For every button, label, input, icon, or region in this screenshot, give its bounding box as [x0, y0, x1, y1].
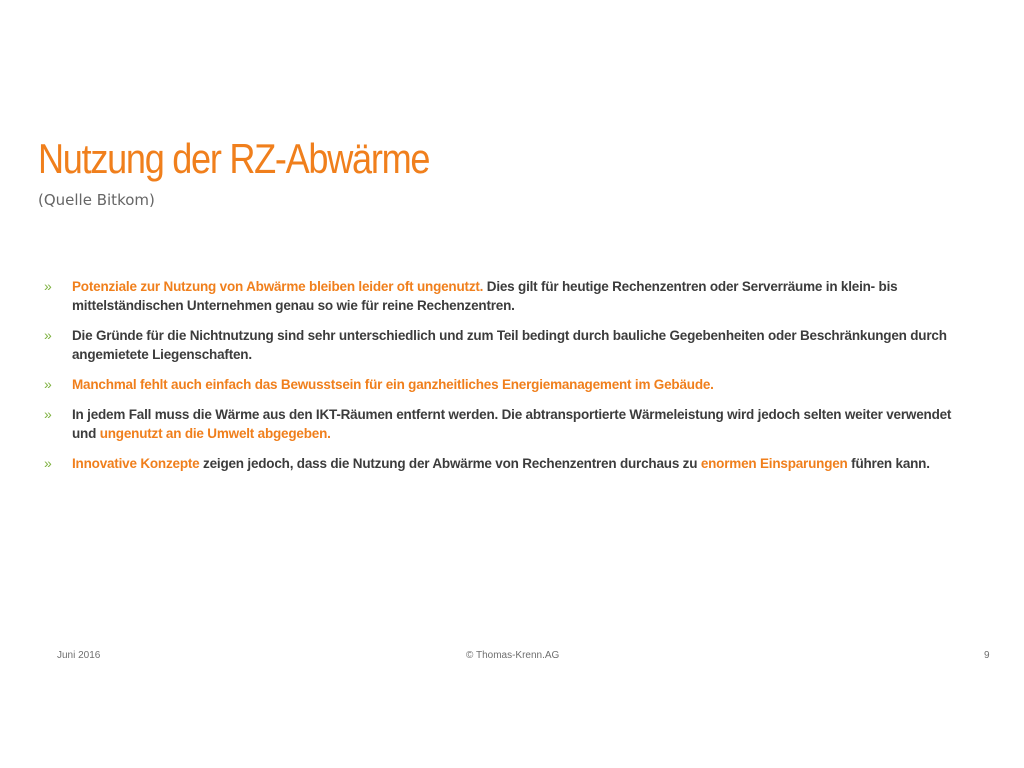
bullet-item	[44, 375, 964, 394]
bullet-highlight: Manchmal fehlt auch einfach das Bewusstsein für ein ganzheitliches Energiemanagement im Gebäude.	[72, 377, 714, 392]
bullet-segment: In jedem Fall muss die Wärme aus den IKT-Räumen entfernt werden. Die abtransportierte Wärmeleistung wird jedoch selten weiter verwendet und	[72, 407, 952, 441]
bullet-segment: Dies gilt für heutige Rechenzentren oder Serverräume in klein- bis mittelständischen Unternehmen genau so wie für reine Rechenzentren.	[72, 279, 898, 313]
bullet-item	[44, 405, 964, 443]
bullet-marker-icon: »	[44, 455, 52, 471]
bullet-text	[72, 456, 930, 471]
footer-page-number: 9	[984, 650, 990, 661]
footer-copyright: © Thomas-Krenn.AG	[466, 650, 560, 661]
bullet-segment: Die Gründe für die Nichtnutzung sind sehr unterschiedlich und zum Teil bedingt durch bauliche Gegebenheiten oder Beschränkungen durch angemietete Liegenschaften.	[72, 328, 947, 362]
slide-title: Nutzung der RZ-Abwärme	[38, 135, 430, 182]
footer-date: Juni 2016	[57, 650, 101, 661]
bullet-highlight: ungenutzt an die Umwelt abgegeben.	[99, 426, 331, 441]
bullet-highlight: Innovative Konzepte	[72, 456, 200, 471]
bullet-highlight: enormen Einsparungen	[700, 456, 848, 471]
slide-subtitle: (Quelle Bitkom)	[38, 191, 155, 209]
bullet-text	[72, 279, 897, 313]
bullet-text	[72, 377, 714, 392]
bullet-item	[44, 277, 964, 315]
bullet-list	[44, 277, 964, 484]
bullet-marker-icon: »	[44, 278, 52, 294]
bullet-text	[72, 407, 951, 441]
bullet-highlight: Potenziale zur Nutzung von Abwärme bleiben leider oft ungenutzt.	[72, 279, 484, 294]
bullet-segment: führen kann.	[847, 456, 930, 471]
bullet-marker-icon: »	[44, 327, 52, 343]
bullet-item	[44, 454, 964, 473]
bullet-marker-icon: »	[44, 406, 52, 422]
bullet-marker-icon: »	[44, 376, 52, 392]
bullet-item	[44, 326, 964, 364]
bullet-text	[72, 328, 947, 362]
bullet-segment: zeigen jedoch, dass die Nutzung der Abwärme von Rechenzentren durchaus zu	[199, 456, 701, 471]
